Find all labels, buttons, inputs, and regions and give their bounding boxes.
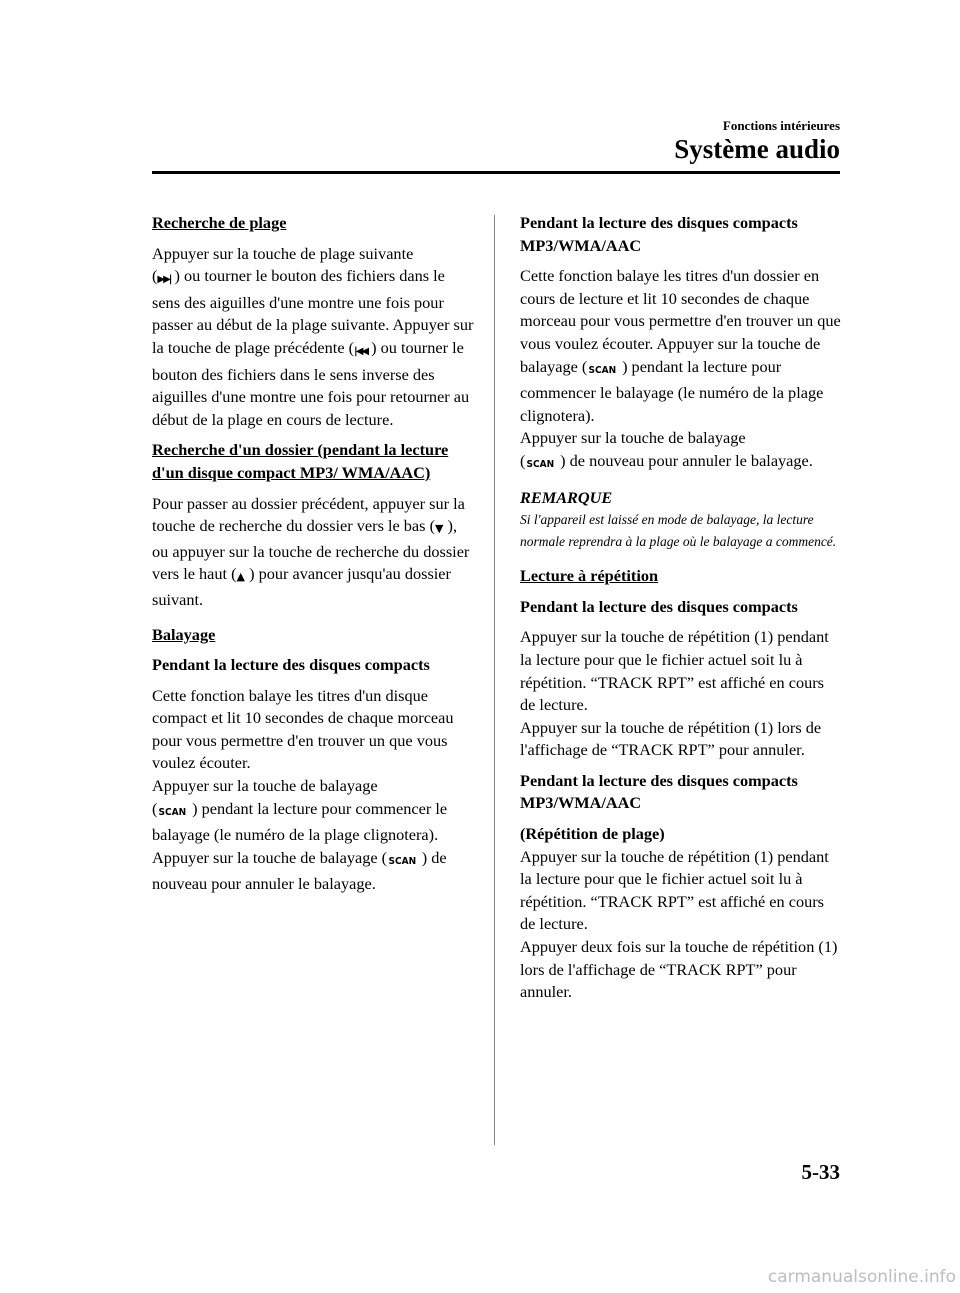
subheading-track-repeat: (Répétition de plage) — [520, 824, 665, 844]
page-title: Système audio — [674, 134, 840, 164]
paragraph-scan-cd: Cette fonction balaye les titres d'un disque compact et lit 10 secondes de chaque morceau pour vous permettre d'en trouver un que vous voulez écouter. Appuyer sur la touche de balayage ( SCAN ) pendant la lecture pour commencer le balayage (le numéro de la plage clignotera). Appuyer sur la touche de balayage ( SCAN ) de nouveau pour annuler le balayage. — [152, 685, 454, 894]
paragraph-repeat-mp3: Appuyer sur la touche de répétition (1) pendant la lecture pour que le fichier actuel soit lu à répétition. “TRACK RPT” est affiché en cours de lecture. Appuyer deux fois sur la touche de répétition (1) lors de l'affichage de “TRACK RPT” pour annuler. — [520, 846, 838, 1002]
folder-down-icon: ▼ — [435, 522, 444, 536]
page-number: 5-33 — [801, 1160, 840, 1184]
subheading-scan-cd: Pendant la lecture des disques compacts — [152, 655, 430, 675]
right-column — [520, 212, 842, 1012]
header-rule — [152, 171, 840, 174]
scan-icon: SCAN — [526, 458, 555, 470]
paragraph-track-search: Appuyer sur la touche de plage suivante (▶▶| ) ou tourner le bouton des fichiers dans le sens des aiguilles d'une montre une fois pour passer au début de la plage suivante. Appuyer sur la touche de plage précédente (|◀◀ ) ou tourner le bouton des fichiers dans le sens inverse des aiguilles d'une montre une fois pour retourner au début de la plage en cours de lecture. — [152, 243, 474, 429]
heading-track-search: Recherche de plage — [152, 213, 287, 232]
scan-icon: SCAN — [158, 806, 187, 818]
paragraph-folder-search: Pour passer au dossier précédent, appuyer sur la touche de recherche du dossier vers le bas (▼ ), ou appuyer sur la touche de recherche du dossier vers le haut (▲ ) pour avancer jusqu'au dossier suivant. — [152, 493, 470, 609]
heading-folder-search: Recherche d'un dossier (pendant la lecture d'un disque compact MP3/ WMA/AAC) — [152, 440, 449, 482]
heading-repeat: Lecture à répétition — [520, 566, 659, 586]
previous-track-icon: |◀◀ — [354, 345, 368, 357]
heading-scan: Balayage — [152, 624, 216, 644]
column-divider — [494, 215, 495, 1145]
paragraph-repeat-cd: Appuyer sur la touche de répétition (1) pendant la lecture pour que le fichier actuel soit lu à répétition. “TRACK RPT” est affiché en cours de lecture. Appuyer sur la touche de répétition (1) lors de l'affichage de “TRACK RPT” pour annuler. — [520, 627, 829, 760]
folder-up-icon: ▲ — [236, 570, 246, 584]
heading-scan-mp3: Pendant la lecture des disques compacts MP3/WMA/AAC — [520, 213, 798, 255]
subheading-repeat-cd: Pendant la lecture des disques compacts — [520, 596, 798, 616]
paragraph-scan-mp3: Cette fonction balaye les titres d'un dossier en cours de lecture et lit 10 secondes de chaque morceau pour vous permettre d'en trouver un que vous voulez écouter. Appuyer sur la touche de balayage ( SCAN ) pendant la lecture pour commencer le balayage (le numéro de la plage clignotera). Appuyer sur la touche de balayage ( SCAN ) de nouveau pour annuler le balayage. — [520, 265, 842, 476]
header-section: Fonctions intérieures — [722, 118, 840, 133]
note-title: REMARQUE — [520, 487, 613, 507]
heading-repeat-mp3: Pendant la lecture des disques compacts MP3/WMA/AAC — [520, 770, 798, 813]
scan-icon: SCAN — [388, 855, 417, 867]
left-column — [152, 212, 477, 904]
note-text: Si l'appareil est laissé en mode de balayage, la lecture normale reprendra à la plage où le balayage a commencé. — [520, 512, 837, 550]
next-track-icon: ▶▶| — [157, 274, 171, 286]
scan-icon: SCAN — [588, 364, 617, 376]
watermark: carmanualsonline.info — [767, 1267, 956, 1287]
